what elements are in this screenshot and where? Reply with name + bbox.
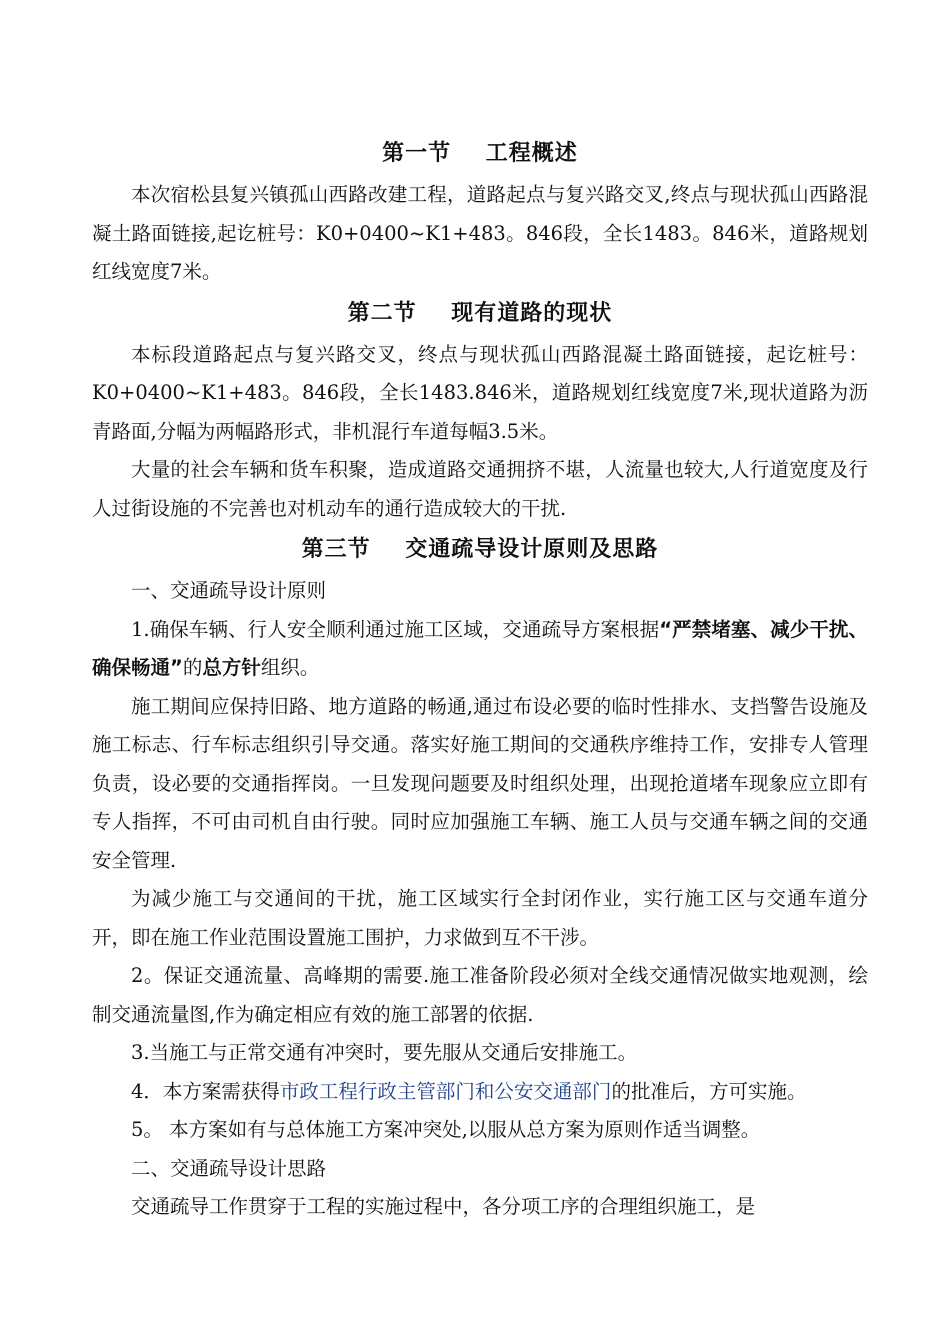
section-1-title: 第一节 工程概述 xyxy=(382,141,578,166)
principle-item-3: 3.当施工与正常交通有冲突时，要先服从交通后安排施工。 xyxy=(131,1041,638,1064)
item-4-authority-text: 市政工程行政主管部门和公安交通部门 xyxy=(279,1079,612,1103)
item-1-emphasis-guideline: 总方针 xyxy=(202,656,261,679)
section-2-paragraph-1: 本标段道路起点与复兴路交叉，终点与现状孤山西路混凝土路面链接，起讫桩号：K0+0400~K1+483。846段，全长1483.846米，道路规划红线宽度7米,现状道路为沥青路面,分幅为两幅路形式，非机混行车道每幅3.5米。 xyxy=(92,342,868,443)
section-3-title: 第三节 交通疏导设计原则及思路 xyxy=(301,537,659,562)
item-1-prefix: 1.确保车辆、行人安全顺利通过施工区域，交通疏导方案根据 xyxy=(131,617,660,641)
item-4-prefix: 4．本方案需获得 xyxy=(131,1079,280,1103)
section-2-paragraph-2: 大量的社会车辆和货车积聚，造成道路交通拥挤不堪，人流量也较大,人行道宽度及行人过街设施的不完善也对机动车的通行造成较大的干扰. xyxy=(92,458,868,520)
document-page xyxy=(92,132,868,1227)
principle-item-5: 5。 本方案如有与总体施工方案冲突处,以服从总方案为原则作适当调整。 xyxy=(131,1118,761,1141)
construction-period-paragraph: 施工期间应保持旧路、地方道路的畅通,通过布设必要的临时性排水、支挡警告设施及施工标志、行车标志组织引导交通。落实好施工期间的交通秩序维持工作，安排专人管理负责，设必要的交通指挥岗。一旦发现问题要及时组织处理，出现抢道堵车现象应立即有专人指挥，不可由司机自由行驶。同时应加强施工车辆、施工人员与交通车辆之间的交通安全管理. xyxy=(92,694,868,872)
item-4-suffix: 的批准后，方可实施。 xyxy=(611,1079,807,1103)
item-1-suffix: 组织。 xyxy=(260,656,320,679)
subheading-principles: 一、交通疏导设计原则 xyxy=(131,579,327,602)
approach-paragraph: 交通疏导工作贯穿于工程的实施过程中，各分项工序的合理组织施工，是 xyxy=(131,1195,756,1218)
item-1-emphasis-policy: “严禁堵塞、减少干扰、确保畅通” xyxy=(92,617,868,679)
principle-item-4 xyxy=(92,1073,868,1112)
principle-item-2: 2。保证交通流量、高峰期的需要.施工准备阶段必须对全线交通情况做实地观测，绘制交通流量图,作为确定相应有效的施工部署的依据. xyxy=(92,964,868,1026)
reduce-interference-paragraph: 为减少施工与交通间的干扰，施工区域实行全封闭作业，实行施工区与交通车道分开，即在施工作业范围设置施工围护，力求做到互不干涉。 xyxy=(92,887,868,949)
principle-item-1 xyxy=(92,611,868,688)
section-1-paragraph: 本次宿松县复兴镇孤山西路改建工程，道路起点与复兴路交叉,终点与现状孤山西路混凝土路面链接,起讫桩号：K0+0400~K1+483。846段，全长1483。846米，道路规划红线宽度7米。 xyxy=(92,183,868,283)
section-2-title: 第二节 现有道路的现状 xyxy=(347,300,613,326)
item-1-middle: 的 xyxy=(182,656,203,679)
subheading-approach: 二、交通疏导设计思路 xyxy=(131,1156,327,1180)
